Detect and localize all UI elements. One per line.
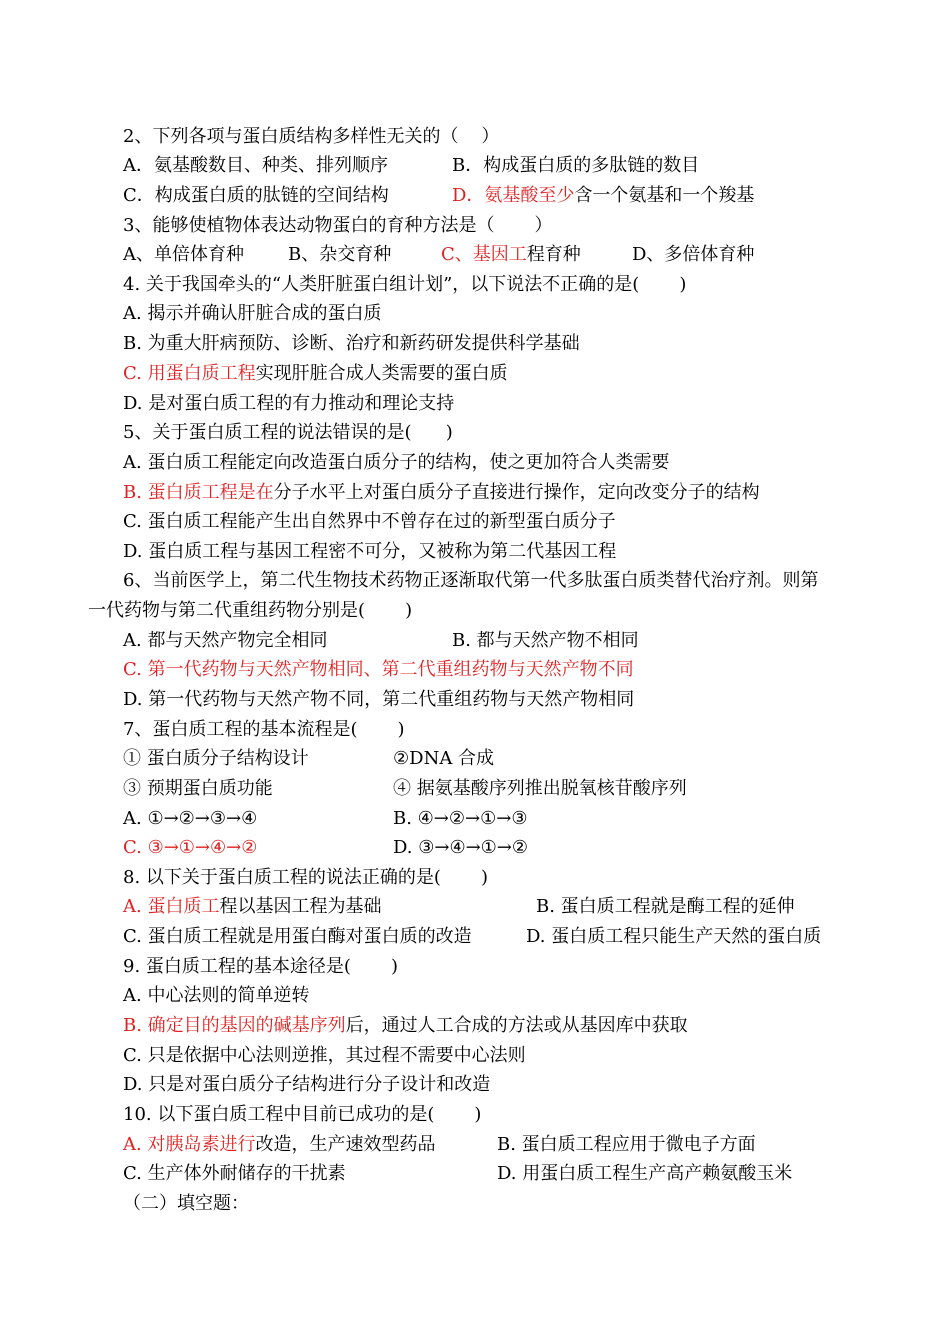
q7-stem: 7、蛋白质工程的基本流程是( ) xyxy=(123,719,405,740)
q3-option-d: D、多倍体育种 xyxy=(632,244,755,265)
q8-option-a: A. 蛋白质工程以基因工程为基础 xyxy=(123,896,382,917)
q2-stem: 2、下列各项与蛋白质结构多样性无关的（ ） xyxy=(123,126,500,147)
q7-step-2: ②DNA 合成 xyxy=(393,748,495,769)
q7-step-3: ③ 预期蛋白质功能 xyxy=(123,778,273,799)
q3-option-a: A、单倍体育种 xyxy=(123,244,244,265)
q3-stem: 3、能够使植物体表达动物蛋白的育种方法是（ ） xyxy=(123,215,553,236)
q2-option-c: C．构成蛋白质的肽链的空间结构 xyxy=(123,185,389,206)
q9-option-d: D. 只是对蛋白质分子结构进行分子设计和改造 xyxy=(123,1074,491,1095)
answer-highlight: D．氨基酸至少 xyxy=(452,185,575,206)
q4-option-c: C. 用蛋白质工程实现肝脏合成人类需要的蛋白质 xyxy=(123,363,508,384)
q7-option-c: C. ③→①→④→② xyxy=(123,837,258,858)
q10-option-d: D. 用蛋白质工程生产高产赖氨酸玉米 xyxy=(497,1163,793,1184)
q7-step-1: ① 蛋白质分子结构设计 xyxy=(123,748,309,769)
q10-option-a: A. 对胰岛素进行改造，生产速效型药品 xyxy=(123,1134,436,1155)
q10-option-b: B. 蛋白质工程应用于微电子方面 xyxy=(497,1134,756,1155)
q10-stem: 10. 以下蛋白质工程中目前已成功的是( ) xyxy=(123,1104,482,1125)
q6-option-a: A. 都与天然产物完全相同 xyxy=(123,630,328,651)
q9-stem: 9. 蛋白质工程的基本途径是( ) xyxy=(123,956,398,977)
answer-highlight: B. 确定目的基因的碱基序列 xyxy=(123,1015,346,1036)
q5-option-a: A. 蛋白质工程能定向改造蛋白质分子的结构，使之更加符合人类需要 xyxy=(123,452,670,473)
q7-step-4: ④ 据氨基酸序列推出脱氧核苷酸序列 xyxy=(393,778,687,799)
q3-option-b: B、杂交育种 xyxy=(288,244,392,265)
q10-option-c: C. 生产体外耐储存的干扰素 xyxy=(123,1163,346,1184)
q5-stem: 5、关于蛋白质工程的说法错误的是( ) xyxy=(123,422,453,443)
q2-option-a: A．氨基酸数目、种类、排列顺序 xyxy=(123,155,388,176)
q5-option-b: B. 蛋白质工程是在分子水平上对蛋白质分子直接进行操作，定向改变分子的结构 xyxy=(123,482,760,503)
q8-option-d: D. 蛋白质工程只能生产天然的蛋白质 xyxy=(526,926,822,947)
q3-option-c: C、基因工程育种 xyxy=(441,244,581,265)
q2-option-d: D．氨基酸至少含一个氨基和一个羧基 xyxy=(452,185,755,206)
q9-option-c: C. 只是依据中心法则逆推，其过程不需要中心法则 xyxy=(123,1045,526,1066)
q5-option-d: D. 蛋白质工程与基因工程密不可分，又被称为第二代基因工程 xyxy=(123,541,617,562)
q8-option-b: B. 蛋白质工程就是酶工程的延伸 xyxy=(536,896,795,917)
q6-stem-line2: 一代药物与第二代重组药物分别是( ) xyxy=(88,600,413,621)
q5-option-c: C. 蛋白质工程能产生出自然界中不曾存在过的新型蛋白质分子 xyxy=(123,511,616,532)
q9-option-b: B. 确定目的基因的碱基序列后，通过人工合成的方法或从基因库中获取 xyxy=(123,1015,688,1036)
q6-option-b: B. 都与天然产物不相同 xyxy=(452,630,639,651)
q4-option-a: A. 揭示并确认肝脏合成的蛋白质 xyxy=(123,303,382,324)
answer-highlight: C、基因工 xyxy=(441,244,527,265)
q6-option-d: D. 第一代药物与天然产物不同，第二代重组药物与天然产物相同 xyxy=(123,689,635,710)
q9-option-a: A. 中心法则的简单逆转 xyxy=(123,985,310,1006)
answer-highlight: C. 用蛋白质工程 xyxy=(123,363,256,384)
q4-option-b: B. 为重大肝病预防、诊断、治疗和新药研发提供科学基础 xyxy=(123,333,580,354)
q2-option-b: B．构成蛋白质的多肽链的数目 xyxy=(452,155,700,176)
q4-stem: 4. 关于我国牵头的“人类肝脏蛋白组计划”，以下说法不正确的是( ) xyxy=(123,274,687,295)
answer-highlight: A. 对胰岛素进行 xyxy=(123,1134,256,1155)
answer-highlight: B. 蛋白质工程是在 xyxy=(123,482,274,503)
section-heading-fill-in: （二）填空题： xyxy=(123,1193,249,1214)
q6-option-c: C. 第一代药物与天然产物相同、第二代重组药物与天然产物不同 xyxy=(123,659,634,680)
q7-option-b: B. ④→②→①→③ xyxy=(393,808,528,829)
q7-option-d: D. ③→④→①→② xyxy=(393,837,529,858)
q8-option-c: C. 蛋白质工程就是用蛋白酶对蛋白质的改造 xyxy=(123,926,472,947)
answer-highlight: A. 蛋白质工 xyxy=(123,896,220,917)
q6-stem-line1: 6、当前医学上，第二代生物技术药物正逐渐取代第一代多肽蛋白质类替代治疗剂。则第 xyxy=(123,570,819,591)
q8-stem: 8. 以下关于蛋白质工程的说法正确的是( ) xyxy=(123,867,488,888)
q7-option-a: A. ①→②→③→④ xyxy=(123,808,258,829)
q4-option-d: D. 是对蛋白质工程的有力推动和理论支持 xyxy=(123,393,455,414)
